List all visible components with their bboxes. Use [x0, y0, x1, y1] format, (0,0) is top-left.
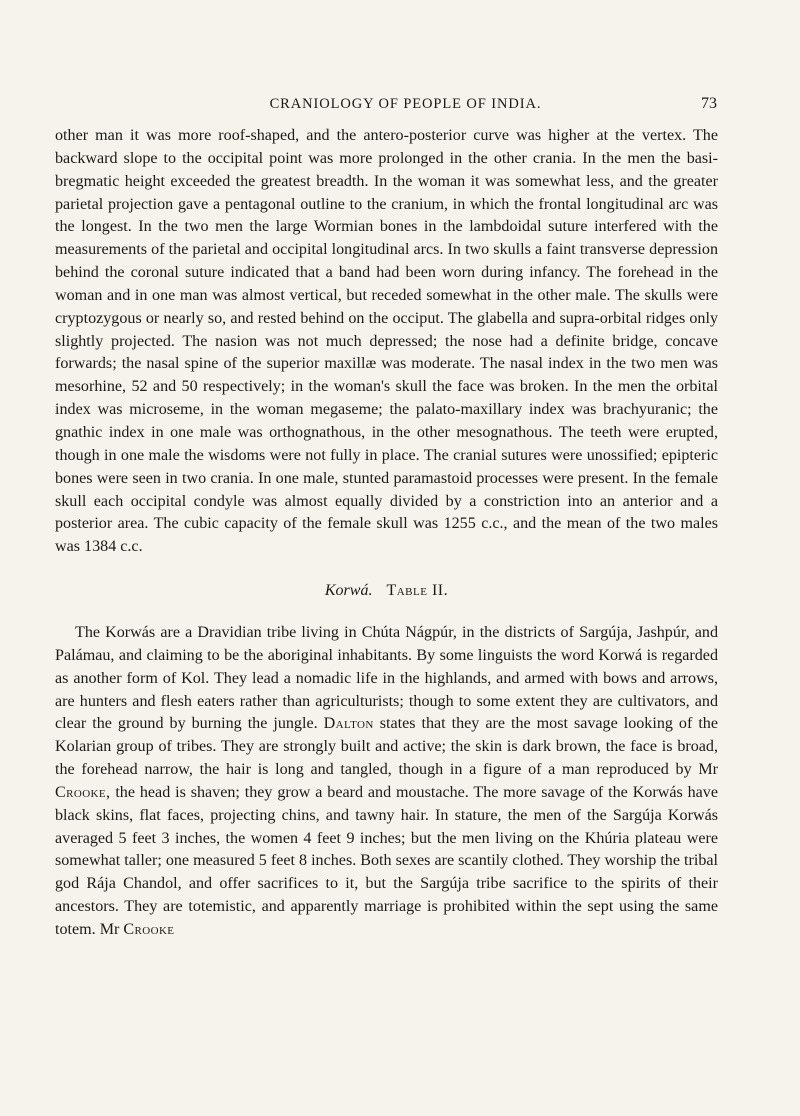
- section-tribe-name: Korwá.: [324, 582, 373, 600]
- running-head: [94, 94, 717, 114]
- author-name-crooke: Crooke,: [55, 783, 111, 801]
- body-text: [55, 125, 718, 942]
- paragraph-text: states that they are the most savage looking of the Kolarian group of tribes. They are strongly built and active; the skin is dark brown, the face is broad, the forehead narrow, the hair is long and tangled, though in a figure of a man reproduced by Mr: [55, 715, 718, 779]
- paragraph-korwa: [55, 622, 718, 942]
- author-name-dalton: Dalton: [323, 715, 374, 733]
- paragraph-continued: other man it was more roof-shaped, and the antero-posterior curve was higher at the vertex. The backward slope to the occipital point was more prolonged in the other crania. In the men the basi-bregmatic height exceeded the greatest breadth. In the woman it was somewhat less, and the greater parietal projection gave a pentagonal outline to the cranium, in which the frontal longitudinal arc was the longest. In the two men the large Wormian bones in the lambdoidal suture interfered with the measurements of the parietal and occipital longitudinal arcs. In two skulls a faint transverse depression behind the coronal suture indicated that a band had been worn during infancy. The forehead in the woman and in one man was almost vertical, but receded somewhat in the other male. The skulls were cryptozygous or nearly so, and rested behind on the occiput. The glabella and supra-orbital ridges only slightly projected. The nasion was not much depressed; the nose had a definite bridge, concave forwards; the nasal spine of the superior maxillæ was moderate. The nasal index in the two men was mesorhine, 52 and 50 respectively; in the woman's skull the face was broken. In the men the orbital index was microseme, in the woman megaseme; the palato-maxillary index was brachyuranic; the gnathic index in one male was orthognathous, in the other mesognathous. The teeth were erupted, though in one male the wisdoms were not fully in place. The cranial sutures were unossified; epipteric bones were seen in two crania. In one male, stunted paramastoid processes were present. In the female skull each occipital condyle was almost equally divided by a constriction into an anterior and a posterior area. The cubic capacity of the female skull was 1255 c.c., and the mean of the two males was 1384 c.c.: [55, 127, 718, 556]
- author-name-crooke: Crooke: [123, 921, 175, 938]
- running-title: CRANIOLOGY OF PEOPLE OF INDIA.: [269, 96, 542, 112]
- page-number: 73: [701, 95, 717, 112]
- section-table-reference: Table II.: [386, 582, 449, 600]
- paragraph-text: The Korwás are a Dravidian tribe living in Chúta Nágpúr, in the districts of Sargúja, Jashpúr, and Palámau, and claiming to be the aboriginal inhabitants. By some linguists the word Korwá is regarded as another form of Kol. They lead a nomadic life in the highlands, and armed with bows and arrows, are hunters and flesh eaters rather than agriculturists; though to some extent they are cultivators, and clear the ground by burning the jungle.: [55, 624, 718, 733]
- paragraph-text: the head is shaven; they grow a beard and moustache. The more savage of the Korwás have black skins, flat faces, projecting chins, and tawny hair. In stature, the men of the Sargúja Korwás averaged 5 feet 3 inches, the women 4 feet 9 inches; but the men living on the Khúria plateau were somewhat taller; one measured 5 feet 8 inches. Both sexes are scantily clothed. They worship the tribal god Rája Chandol, and offer sacrifices to it, but the Sargúja tribe sacrifice to the spirits of their ancestors. They are totemistic, and apparently marriage is prohibited within the sept using the same totem. Mr: [55, 783, 718, 938]
- section-heading: [55, 580, 718, 602]
